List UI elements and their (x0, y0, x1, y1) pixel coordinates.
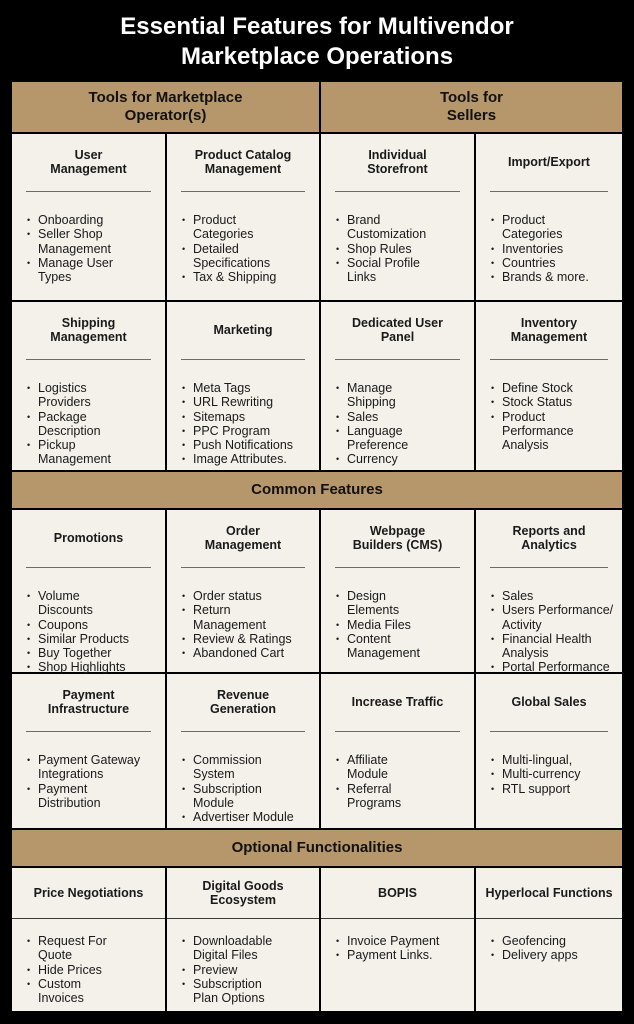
list-item-line: • Financial Health (502, 631, 592, 646)
list-item-line: • Commission (193, 753, 262, 767)
list-item (335, 381, 468, 410)
list-item-line: • Shop Rules (347, 241, 412, 256)
heading-divider (181, 567, 305, 568)
heading-line: User (74, 148, 103, 162)
list-item-line: • Multi-currency (502, 767, 581, 782)
feature-heading (321, 134, 474, 190)
heading-divider (26, 567, 151, 568)
list-item-line: • Detailed (193, 241, 239, 256)
list-item (490, 395, 616, 409)
list-item-line: • Preview (193, 962, 238, 977)
list-item-line: • Custom (38, 976, 82, 991)
list-item-line: • Sitemaps (193, 409, 246, 424)
band-sellers-line-2: Sellers (446, 107, 497, 124)
heading-line: Management (510, 330, 588, 344)
feature-heading (167, 134, 319, 190)
list-item-line: • Sales (347, 409, 379, 424)
feature-list (490, 589, 616, 675)
list-item (335, 753, 468, 782)
feature-heading (476, 868, 622, 919)
list-item-line: • Coupons (38, 617, 89, 632)
list-item (26, 782, 159, 811)
list-item (181, 213, 313, 242)
feature-card (12, 510, 165, 675)
feature-heading (476, 510, 622, 566)
optional-feature-card (167, 868, 319, 1011)
feature-list (490, 381, 616, 452)
heading-divider (490, 731, 608, 732)
list-item-line: System (193, 767, 235, 782)
list-item (335, 424, 468, 453)
list-item (181, 410, 313, 424)
feature-list (181, 589, 313, 660)
list-item-line: • Referral (347, 781, 392, 796)
heading-line: Shipping (61, 316, 116, 330)
list-item-line: Types (38, 270, 72, 285)
list-item-line: Management (193, 617, 266, 632)
title-line-2: Marketplace Operations (180, 43, 454, 70)
band-operator-line-1: Tools for Marketplace (88, 89, 243, 106)
list-item-line: • Manage (347, 381, 393, 395)
list-item (26, 660, 159, 674)
list-item-line: Invoices (38, 991, 84, 1006)
list-item-line: Module (193, 795, 234, 810)
heading-line: Builders (CMS) (352, 538, 443, 552)
feature-heading (321, 302, 474, 358)
list-item (335, 589, 468, 618)
list-item-line: Quote (38, 948, 73, 963)
list-item-line: • Brands & more. (502, 270, 589, 285)
list-item-line: • Image Attributes. (193, 452, 287, 467)
list-item-line: • Delivery apps (502, 948, 578, 963)
heading-divider (181, 731, 305, 732)
list-item (490, 381, 616, 395)
feature-heading (321, 510, 474, 566)
band-common-features (12, 472, 622, 508)
list-item-line: • Inventories (502, 241, 564, 256)
list-item (490, 632, 616, 661)
list-item (490, 256, 616, 270)
list-item-line: • Volume (38, 589, 80, 603)
list-item (181, 603, 313, 632)
list-item (26, 618, 159, 632)
list-item-line: Elements (347, 603, 400, 618)
feature-list (335, 213, 468, 284)
list-item-line: • Subscription (193, 976, 262, 991)
list-item (335, 618, 468, 632)
list-item (26, 410, 159, 439)
list-item-line: • Define Stock (502, 381, 573, 395)
optional-feature-card (321, 868, 474, 1011)
list-item-line: • Multi-lingual, (502, 753, 573, 767)
list-item-line: • Pickup (38, 438, 76, 453)
list-item-line: • Request For (38, 934, 107, 948)
list-item-line: • Payment Links. (347, 948, 433, 963)
heading-line: Product Catalog (194, 148, 292, 162)
band-operator-line-2: Operator(s) (124, 107, 207, 124)
feature-heading (476, 674, 622, 730)
band-sellers-line-1: Tools for (439, 89, 504, 106)
list-item (26, 632, 159, 646)
list-item-line: • URL Rewriting (193, 395, 274, 410)
list-item (26, 963, 159, 977)
heading-line: Payment (62, 688, 115, 702)
heading-line: Hyperlocal Functions (485, 886, 613, 900)
heading-line: Increase Traffic (351, 695, 444, 709)
list-item-line: • Return (193, 603, 231, 618)
list-item-line: • Package (38, 409, 87, 424)
list-item (26, 438, 159, 467)
list-item-line: • Hide Prices (38, 962, 102, 977)
list-item-line: Programs (347, 795, 402, 810)
list-item-line: • Onboarding (38, 213, 104, 227)
feature-heading (321, 868, 474, 919)
list-item (181, 452, 313, 466)
list-item (490, 603, 616, 632)
heading-divider (335, 731, 460, 732)
list-item (490, 767, 616, 781)
heading-line: Analytics (521, 538, 577, 552)
list-item-line: • Affiliate (347, 753, 388, 767)
feature-card (321, 302, 474, 470)
feature-heading (167, 510, 319, 566)
list-item-line: Activity (502, 617, 542, 632)
feature-list (335, 753, 468, 810)
list-item (26, 977, 159, 1006)
list-item (26, 227, 159, 256)
list-item (181, 977, 313, 1006)
list-item-line: • Order status (193, 589, 262, 603)
list-item-line: Links (347, 270, 377, 285)
heading-divider (335, 567, 460, 568)
list-item (335, 934, 468, 948)
list-item (181, 963, 313, 977)
heading-line: Storefront (367, 162, 428, 176)
list-item-line: • Meta Tags (193, 381, 251, 395)
list-item (26, 589, 159, 618)
title-line-1: Essential Features for Multivendor (120, 13, 514, 40)
list-item-line: Analysis (502, 646, 549, 661)
list-item (181, 381, 313, 395)
feature-heading (12, 674, 165, 730)
feature-heading (476, 302, 622, 358)
feature-list (490, 753, 616, 796)
list-item-line: Discounts (38, 603, 93, 618)
list-item-line: • Users Performance/ (502, 603, 614, 618)
heading-line: Reports and (512, 524, 586, 538)
heading-line: Individual (368, 148, 427, 162)
list-item-line: • Buy Together (38, 646, 112, 661)
heading-line: Marketing (213, 323, 273, 337)
heading-divider (26, 731, 151, 732)
heading-divider (490, 567, 608, 568)
heading-line: Dedicated User (351, 316, 443, 330)
list-item-line: Shipping (347, 395, 396, 410)
list-item-line: • Currency (347, 452, 398, 467)
list-item-line: Preference (347, 438, 409, 453)
feature-card (167, 302, 319, 470)
heading-line: Price Negotiations (33, 886, 144, 900)
list-item-line: Module (347, 767, 388, 782)
feature-card (476, 674, 622, 828)
list-item (490, 782, 616, 796)
heading-divider (335, 359, 460, 360)
feature-card (321, 134, 474, 300)
heading-line: Revenue (216, 688, 270, 702)
feature-card (167, 510, 319, 672)
heading-line: Promotions (53, 531, 124, 545)
list-item (181, 810, 313, 824)
list-item (181, 646, 313, 660)
list-item-line: • Shop Highlights (38, 660, 126, 675)
list-item (26, 646, 159, 660)
feature-grid (12, 82, 622, 1011)
list-item-line: • Language (347, 423, 403, 438)
page-title (0, 12, 634, 72)
feature-list (26, 213, 159, 284)
list-item-line: • Manage User (38, 255, 114, 270)
heading-line: Order (225, 524, 261, 538)
heading-line: Digital Goods (202, 879, 284, 893)
heading-divider (490, 359, 608, 360)
list-item (490, 753, 616, 767)
feature-list (26, 934, 159, 1005)
feature-heading (476, 134, 622, 190)
feature-card (476, 302, 622, 470)
list-item-line: Providers (38, 395, 91, 410)
list-item-line: • Advertiser Module (193, 810, 294, 825)
list-item-line: Integrations (38, 767, 104, 782)
feature-card (476, 510, 622, 675)
list-item (181, 934, 313, 963)
list-item-line: Distribution (38, 795, 101, 810)
list-item-line: Categories (502, 227, 563, 242)
feature-list (490, 213, 616, 284)
heading-line: Management (204, 538, 282, 552)
band-common-label: Common Features (251, 481, 383, 498)
heading-divider (490, 191, 608, 192)
list-item (335, 213, 468, 242)
list-item (181, 424, 313, 438)
list-item-line: • Abandoned Cart (193, 646, 285, 661)
feature-list (335, 381, 468, 467)
list-item-line: • Product (193, 213, 237, 227)
list-item (26, 753, 159, 782)
heading-divider (26, 191, 151, 192)
list-item (181, 395, 313, 409)
list-item (26, 381, 159, 410)
list-item (490, 589, 616, 603)
list-item-line: Management (347, 646, 420, 661)
heading-divider (181, 359, 305, 360)
list-item (490, 410, 616, 453)
list-item-line: • Geofencing (502, 934, 566, 948)
list-item-line: Management (38, 452, 111, 467)
heading-line: Generation (210, 702, 276, 716)
list-item (490, 948, 616, 962)
feature-list (335, 934, 468, 963)
feature-card (321, 510, 474, 672)
heading-divider (181, 191, 305, 192)
list-item (26, 213, 159, 227)
list-item (181, 270, 313, 284)
list-item (26, 256, 159, 285)
list-item (181, 782, 313, 811)
list-item-line: • Design (347, 589, 386, 603)
feature-heading (12, 134, 165, 190)
list-item-line: • Invoice Payment (347, 934, 440, 948)
list-item-line: Customization (347, 227, 427, 242)
heading-divider (335, 191, 460, 192)
feature-card (167, 674, 319, 828)
list-item-line: • Product (502, 409, 546, 424)
list-item-line: Description (38, 423, 101, 438)
feature-card (12, 134, 165, 300)
feature-list (181, 213, 313, 284)
list-item (181, 438, 313, 452)
list-item-line: • Logistics (38, 381, 87, 395)
list-item (181, 242, 313, 271)
list-item (335, 242, 468, 256)
list-item-line: Specifications (193, 255, 271, 270)
heading-line: Global Sales (511, 695, 587, 709)
list-item-line: • Stock Status (502, 395, 573, 410)
list-item (490, 934, 616, 948)
list-item-line: Management (38, 241, 111, 256)
feature-list (335, 589, 468, 660)
list-item-line: • Countries (502, 255, 556, 270)
list-item (490, 213, 616, 242)
band-optional-label: Optional Functionalities (231, 839, 403, 856)
feature-list (181, 381, 313, 467)
feature-heading (167, 302, 319, 358)
optional-feature-card (476, 868, 622, 1011)
heading-line: Management (204, 162, 282, 176)
list-item-line: Plan Options (193, 991, 265, 1006)
heading-line: Management (50, 330, 127, 344)
list-item-line: • Similar Products (38, 631, 129, 646)
feature-heading (12, 302, 165, 358)
heading-divider (26, 359, 151, 360)
feature-card (321, 674, 474, 828)
heading-line: Ecosystem (209, 893, 276, 907)
feature-heading (12, 868, 165, 919)
list-item-line: • Portal Performance (502, 660, 610, 675)
list-item-line: • Payment Gateway (38, 753, 141, 767)
feature-card (12, 674, 165, 828)
list-item-line: • Sales (502, 589, 534, 603)
list-item-line: • Media Files (347, 617, 411, 632)
feature-list (26, 381, 159, 467)
heading-line: Import/Export (508, 155, 590, 169)
list-item (335, 256, 468, 285)
list-item-line: • Content (347, 631, 391, 646)
feature-heading (12, 510, 165, 566)
list-item (335, 632, 468, 661)
list-item-line: • Brand (347, 213, 381, 227)
list-item (335, 452, 468, 466)
list-item-line: • Payment (38, 781, 88, 796)
band-optional-functionalities (12, 830, 622, 866)
band-operator-tools (12, 82, 319, 132)
heading-line: Panel (380, 330, 415, 344)
list-item-line: • PPC Program (193, 423, 271, 438)
feature-heading (321, 674, 474, 730)
list-item-line: • Push Notifications (193, 438, 294, 453)
optional-feature-card (12, 868, 165, 1011)
feature-list (181, 934, 313, 1005)
feature-heading (167, 674, 319, 730)
list-item (181, 753, 313, 782)
list-item-line: • Product (502, 213, 546, 227)
list-item (181, 589, 313, 603)
heading-line: BOPIS (378, 886, 417, 900)
feature-card (167, 134, 319, 300)
list-item-line: • Tax & Shipping (193, 270, 277, 285)
feature-card (12, 302, 165, 470)
feature-list (26, 753, 159, 810)
list-item-line: • Subscription (193, 781, 262, 796)
feature-heading (167, 868, 319, 919)
list-item (181, 632, 313, 646)
list-item-line: Performance (502, 423, 574, 438)
list-item (26, 934, 159, 963)
list-item (490, 242, 616, 256)
list-item-line: • Seller Shop (38, 227, 103, 242)
list-item-line: Digital Files (193, 948, 258, 963)
list-item-line: Categories (193, 227, 254, 242)
heading-line: Inventory (520, 316, 578, 330)
list-item (335, 948, 468, 962)
feature-list (181, 753, 313, 824)
list-item (335, 410, 468, 424)
band-seller-tools (321, 82, 622, 132)
list-item-line: • Social Profile (347, 255, 420, 270)
list-item (490, 270, 616, 284)
feature-list (490, 934, 616, 963)
heading-line: Webpage (369, 524, 426, 538)
heading-line: Infrastructure (47, 702, 130, 716)
list-item-line: • Downloadable (193, 934, 273, 948)
list-item-line: • RTL support (502, 781, 571, 796)
list-item-line: Analysis (502, 438, 549, 453)
list-item-line: • Review & Ratings (193, 631, 292, 646)
list-item (490, 660, 616, 674)
list-item (335, 782, 468, 811)
feature-card (476, 134, 622, 300)
feature-list (26, 589, 159, 675)
heading-line: Management (50, 162, 127, 176)
